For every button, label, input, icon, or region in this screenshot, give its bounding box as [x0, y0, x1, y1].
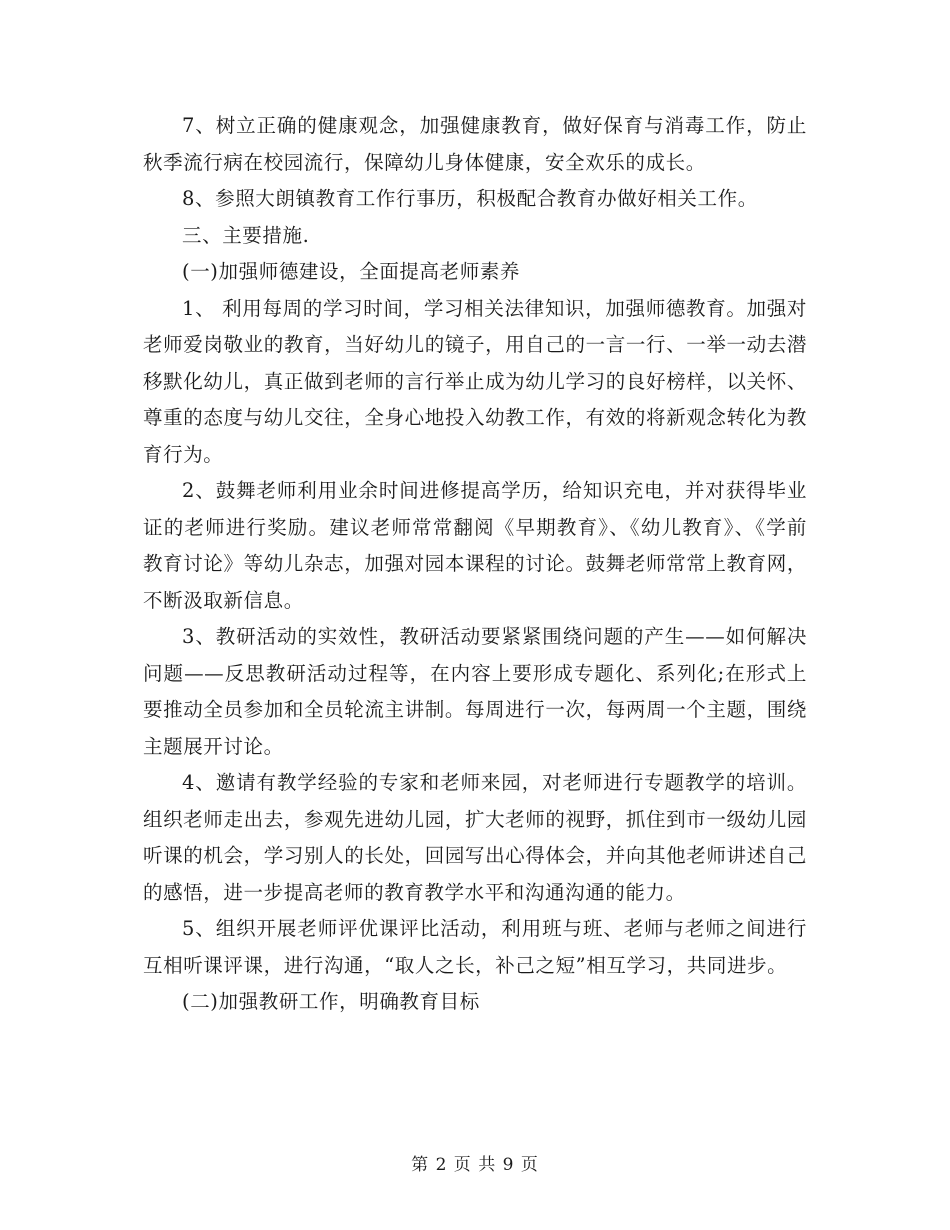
paragraph-measure-5: 5、组织开展老师评优课评比活动，利用班与班、老师与老师之间进行互相听课评课，进行沟通，“取人之长，补己之短”相互学习，共同进步。: [143, 917, 807, 977]
paragraph-measure-3: 3、教研活动的实效性，教研活动要紧紧围绕问题的产生——如何解决问题——反思教研活动过程等，在内容上要形成专题化、系列化;在形式上要推动全员参加和全员轮流主讲制。每周进行一次，每两周一个主题，围绕主题展开讨论。: [143, 625, 807, 758]
paragraph-measure-1: 1、 利用每周的学习时间，学习相关法律知识，加强师德教育。加强对老师爱岗敬业的教育，当好幼儿的镜子，用自己的一言一行、一举一动去潜移默化幼儿，真正做到老师的言行举止成为幼儿学习的良好榜样，以关怀、尊重的态度与幼儿交往，全身心地投入幼教工作，有效的将新观念转化为教育行为。: [143, 296, 807, 466]
document-body: [143, 108, 807, 1021]
subsection-heading-ethics: (一)加强师德建设，全面提高老师素养: [182, 260, 521, 283]
paragraph-item-7: 7、树立正确的健康观念，加强健康教育，做好保育与消毒工作，防止秋季流行病在校园流行，保障幼儿身体健康，安全欢乐的成长。: [143, 114, 807, 174]
paragraph-measure-2: 2、鼓舞老师利用业余时间进修提高学历，给知识充电，并对获得毕业证的老师进行奖励。建议老师常常翻阅《早期教育》、《幼儿教育》、《学前教育讨论》等幼儿杂志，加强对园本课程的讨论。鼓舞老师常常上教育网，不断汲取新信息。: [143, 479, 807, 612]
subsection-heading-research: (二)加强教研工作，明确教育目标: [182, 990, 480, 1013]
page-number-footer: 第 2 页 共 9 页: [411, 1155, 539, 1175]
paragraph-measure-4: 4、邀请有教学经验的专家和老师来园，对老师进行专题教学的培训。组织老师走出去，参观先进幼儿园，扩大老师的视野，抓住到市一级幼儿园听课的机会，学习别人的长处，回园写出心得体会，并向其他老师讲述自己的感悟，进一步提高老师的教育教学水平和沟通沟通的能力。: [143, 771, 807, 904]
paragraph-item-8: 8、参照大朗镇教育工作行事历，积极配合教育办做好相关工作。: [182, 187, 758, 210]
section-heading-measures: 三、主要措施.: [182, 223, 310, 247]
